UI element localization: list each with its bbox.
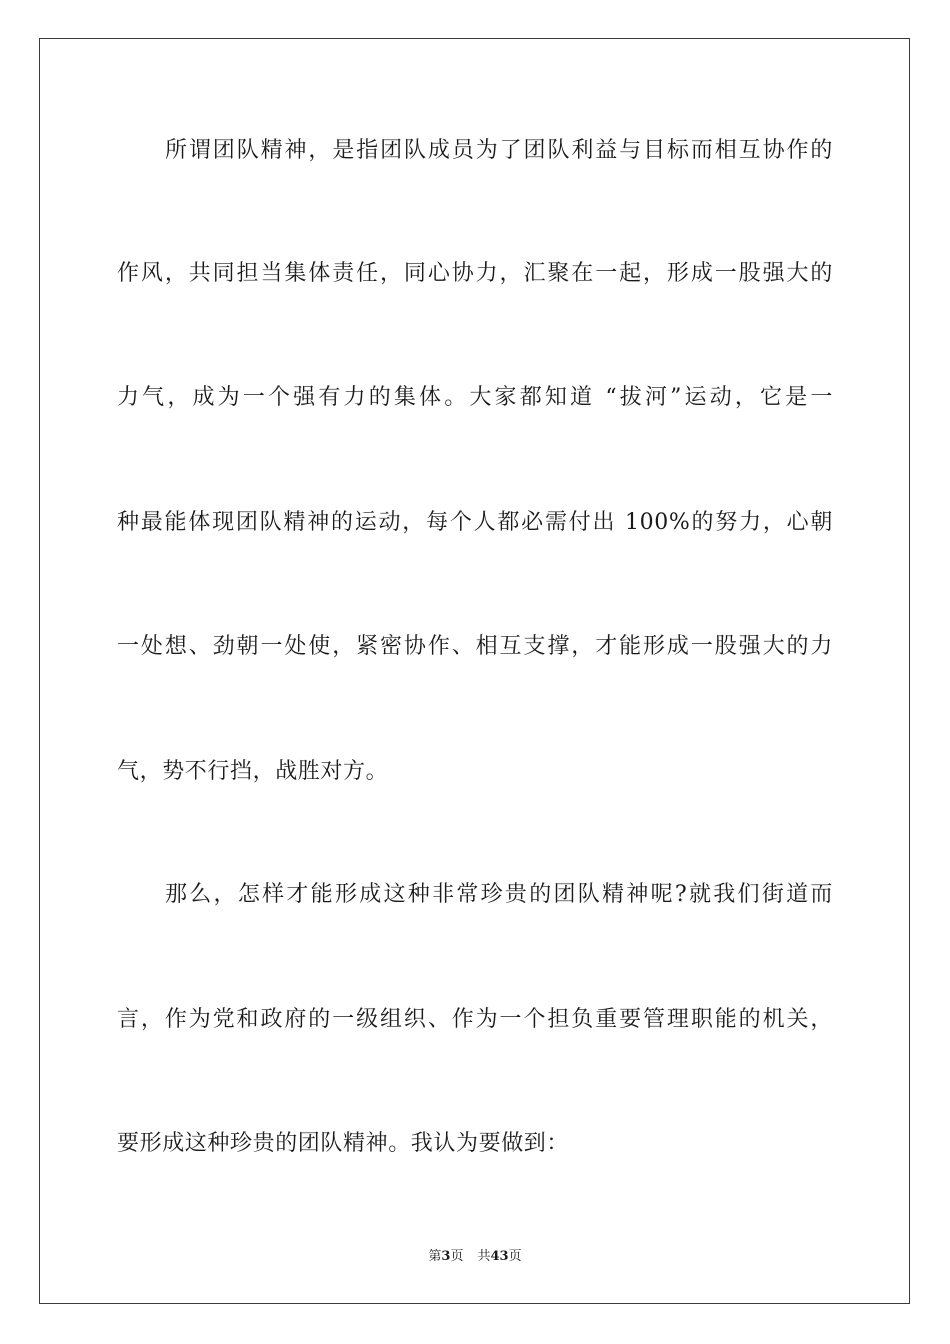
paragraph-2-line-1: 那么，怎样才能形成这种非常珍贵的团队精神呢?就我们街道而 <box>165 882 833 907</box>
total-suffix: 页 <box>508 1249 522 1264</box>
paragraph-1-line-5: 一处想、劲朝一处使，紧密协作、相互支撑，才能形成一股强大的力 <box>117 634 833 659</box>
paragraph-2-line-2: 言，作为党和政府的一级组织、作为一个担负重要管理职能的机关， <box>117 1007 833 1032</box>
paragraph-1-line-1: 所谓团队精神，是指团队成员为了团队利益与目标而相互协作的 <box>165 138 833 163</box>
page-border <box>39 38 910 1304</box>
paragraph-1-line-6: 气，势不行挡，战胜对方。 <box>117 759 389 784</box>
page-number: 3 <box>441 1249 451 1264</box>
paragraph-1-line-3: 力气，成为一个强有力的集体。大家都知道 “拔河”运动，它是一 <box>117 385 833 410</box>
paragraph-2-line-3: 要形成这种珍贵的团队精神。我认为要做到： <box>117 1131 570 1156</box>
page-footer <box>0 1248 950 1266</box>
page-suffix: 页 <box>450 1249 464 1264</box>
total-prefix: 共 <box>477 1249 491 1264</box>
total-pages: 43 <box>490 1249 509 1264</box>
page-prefix: 第 <box>428 1249 442 1264</box>
paragraph-1-line-4: 种最能体现团队精神的运动，每个人都必需付出 100%的努力，心朝 <box>117 510 833 535</box>
paragraph-1-line-2: 作风，共同担当集体责任，同心协力，汇聚在一起，形成一股强大的 <box>117 261 833 286</box>
